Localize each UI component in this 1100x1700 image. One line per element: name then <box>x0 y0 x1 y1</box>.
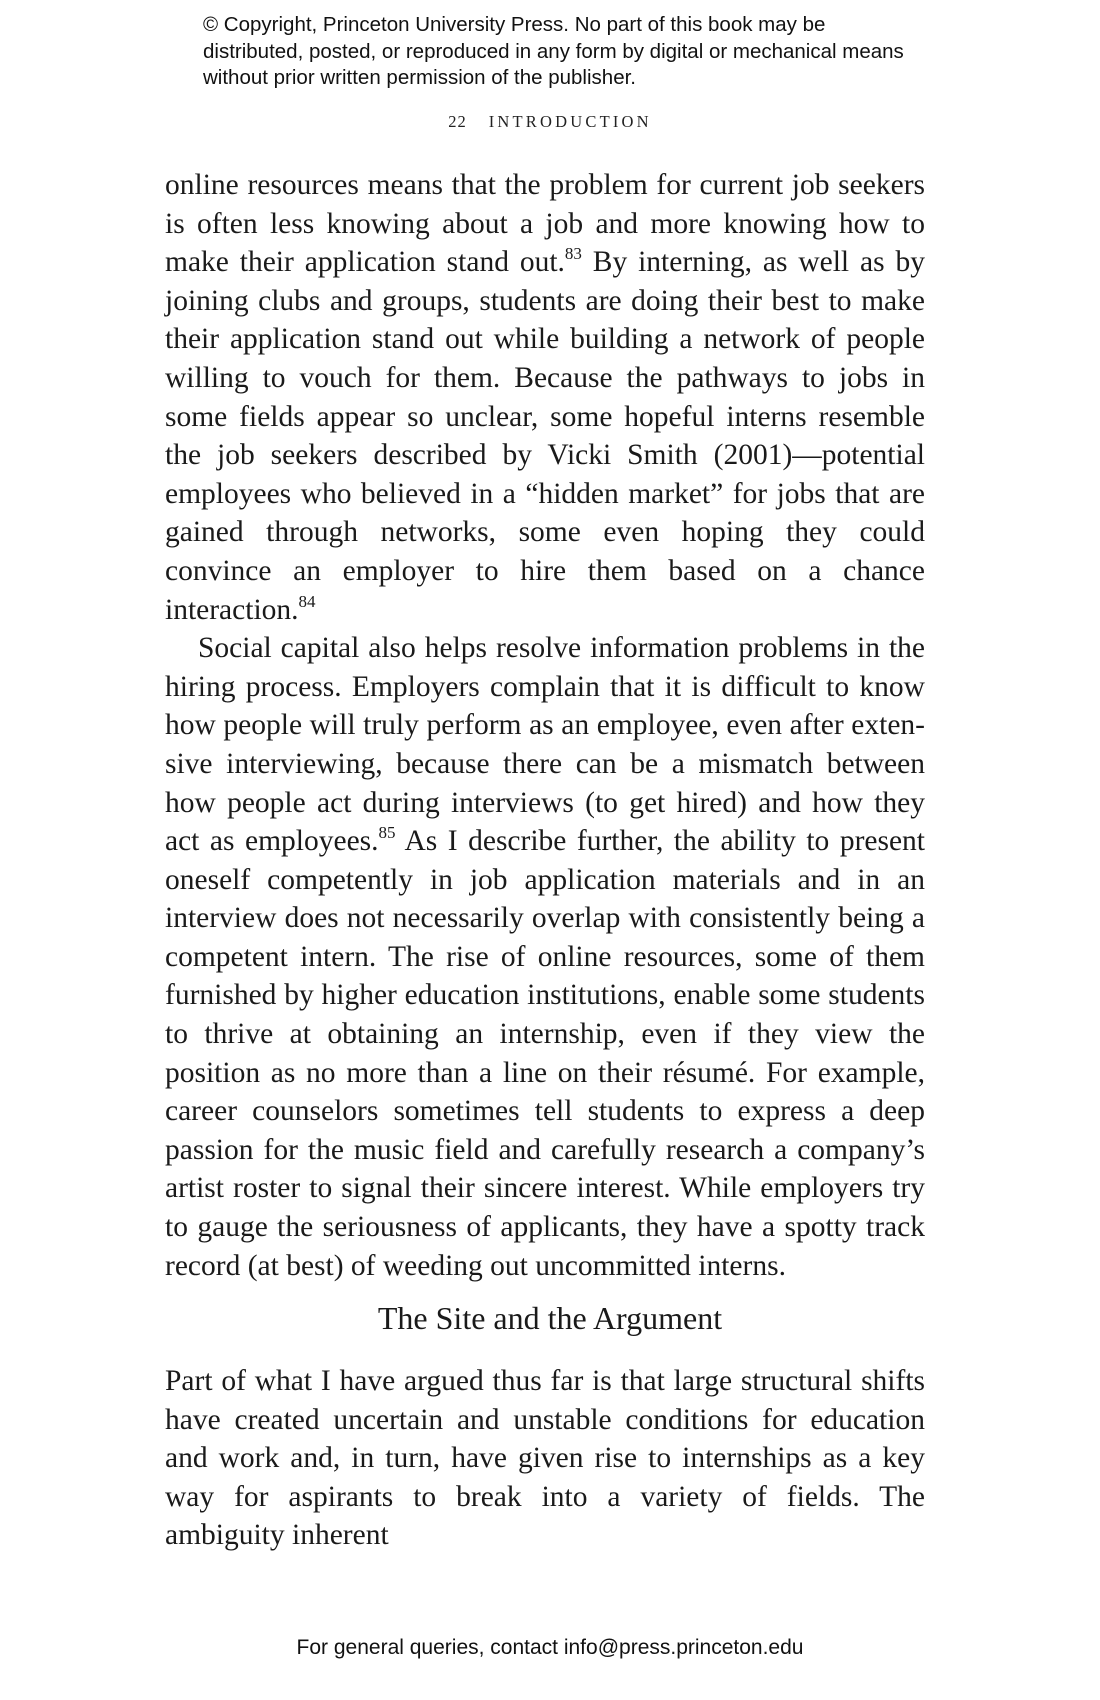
paragraph-text: Social capital also helps resolve information problems in the hiring process. Employers complain that it is difficult to know how people will truly perform as an employee, even after extensive interviewing, because there can be a mismatch between how people act during interviews (to get hired) and how they act as employees. <box>165 632 925 858</box>
paragraph <box>165 166 925 629</box>
paragraph <box>165 629 925 1285</box>
page-number: 22 <box>448 112 467 131</box>
body-text <box>165 166 925 1285</box>
running-head <box>0 112 1100 132</box>
running-head-section: INTRODUCTION <box>488 112 652 131</box>
copyright-notice: © Copyright, Princeton University Press. No part of this book may be distributed, posted, or reproduced in any form by digital or mechanical means without prior written permission of the publisher. <box>203 13 904 89</box>
section-heading: The Site and the Argument <box>377 1300 723 1336</box>
paragraph-text: By interning, as well as by joining clubs and groups, students are doing their best to make their application stand out while building a network of people willing to vouch for them. Because the pathways to jobs in some fields appear so unclear, some hopeful interns resemble the job seekers described by Vicki Smith (2001)—potential employees who believed in a “hidden market” for jobs that are gained through networks, some even hoping they could convince an employer to hire them based on a chance interaction. <box>165 246 925 626</box>
footnote-ref[interactable]: 83 <box>564 244 582 264</box>
footer-contact: For general queries, contact info@press.princeton.edu <box>296 1636 804 1659</box>
section-body-text <box>165 1362 925 1555</box>
paragraph: Part of what I have argued thus far is that large structural shifts have created uncertain and unstable conditions for education and work and, in turn, have given rise to internships as a key way for aspirants to break into a variety of fields. The ambiguity inherent <box>165 1365 925 1552</box>
footnote-ref[interactable]: 85 <box>378 823 396 843</box>
footnote-ref[interactable]: 84 <box>298 591 316 611</box>
paragraph-text: As I describe further, the ability to present oneself competently in job application materials and in an interview does not necessarily overlap with consistently being a competent intern. The rise of online resources, some of them furnished by higher education institutions, enable some students to thrive at obtaining an internship, even if they view the position as no more than a line on their résumé. For example, career counselors sometimes tell students to express a deep passion for the music field and carefully research a company’s artist roster to signal their sincere interest. While employers try to gauge the seriousness of applicants, they have a spotty track record (at best) of weeding out uncommitted interns. <box>165 825 925 1282</box>
paragraph-text: online resources means that the problem for current job seekers is often less knowing about a job and more knowing how to make their application stand out. <box>165 169 925 279</box>
